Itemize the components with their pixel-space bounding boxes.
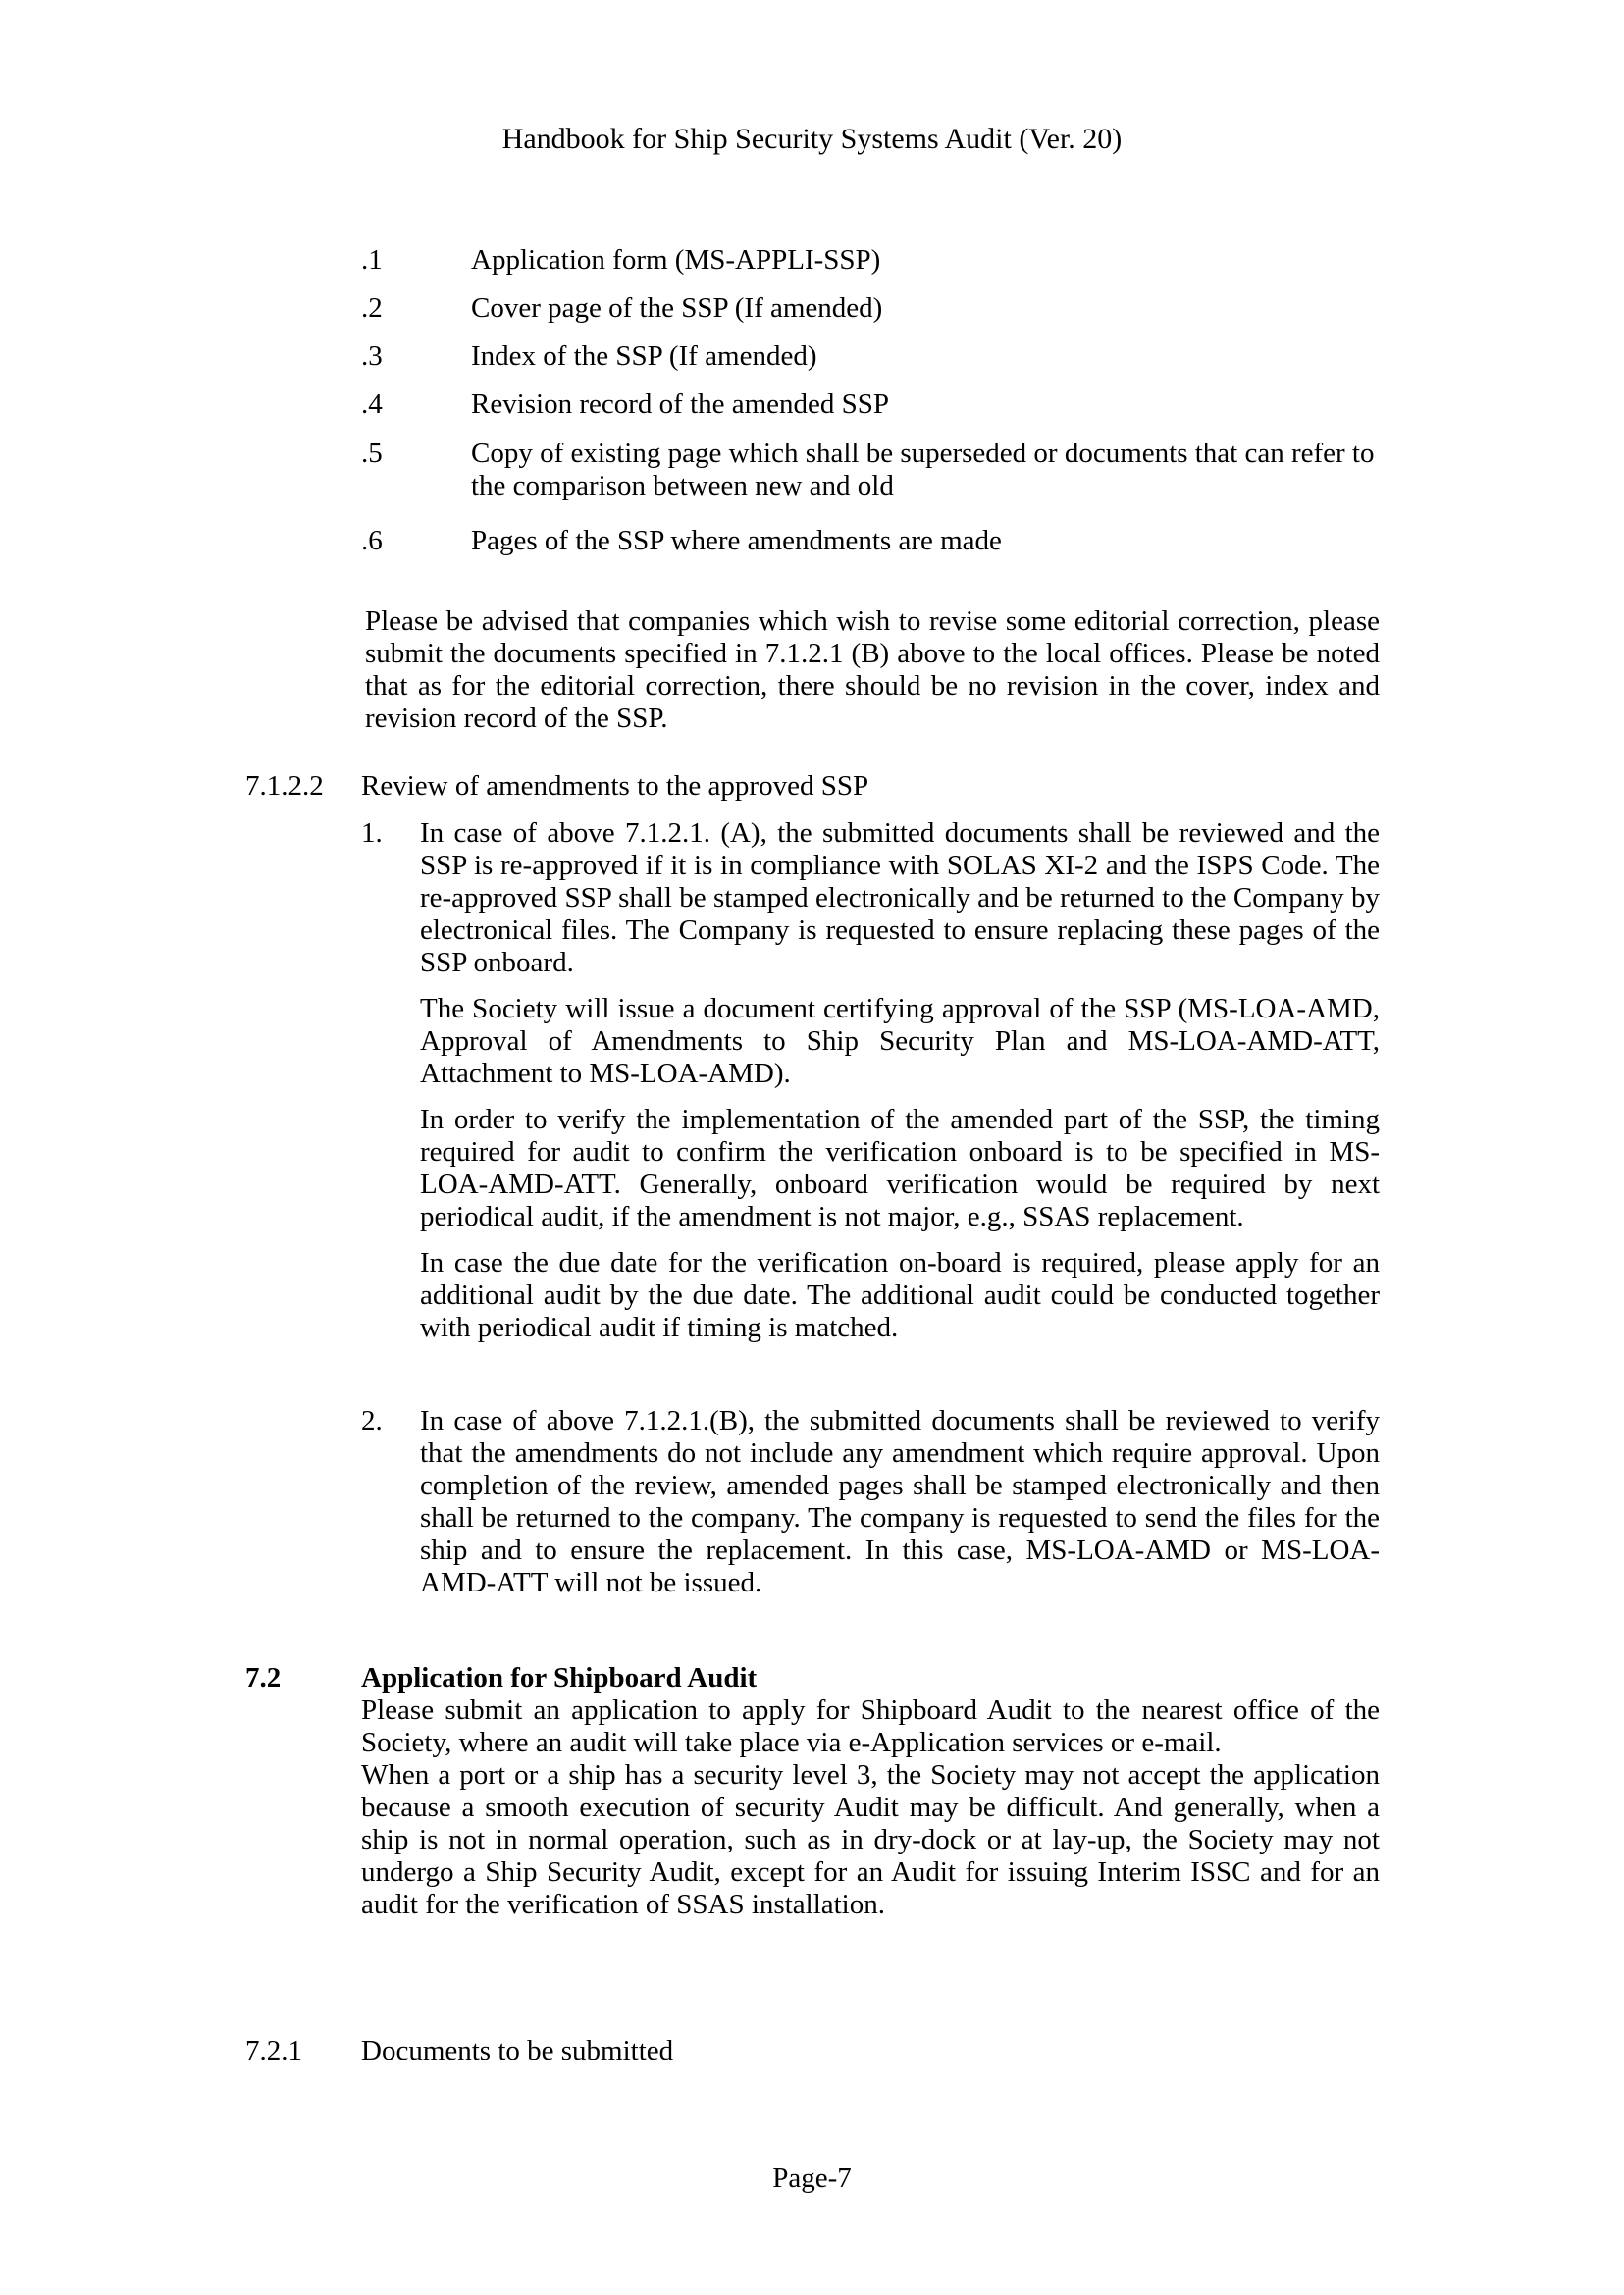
item-body	[420, 817, 1380, 1344]
list-item-number: .3	[361, 340, 383, 372]
list-item-number: .2	[361, 292, 383, 324]
review-item-2	[361, 1405, 1382, 1613]
section-title: Review of amendments to the approved SSP	[361, 770, 869, 802]
section-number: 7.2	[245, 1662, 282, 1694]
item-number: 2.	[361, 1405, 383, 1436]
section-paragraph: Please submit an application to apply for Shipboard Audit to the nearest office of the Society, where an audit will take place via e-Application services or e-mail.	[361, 1695, 1380, 1758]
item-number: 1.	[361, 817, 383, 849]
section-title: Documents to be submitted	[361, 2035, 674, 2066]
item-body	[420, 1405, 1380, 1599]
list-item-number: .1	[361, 244, 383, 276]
item-paragraph: In order to verify the implementation of the amended part of the SSP, the timing required for audit to confirm the verification onboard is to be specified in MS-LOA-AMD-ATT. Generally, onboard verification would be required by next periodical audit, if the amendment is not major, e.g., SSAS replacement.	[420, 1104, 1380, 1232]
list-item	[361, 244, 1382, 277]
section-paragraph: When a port or a ship has a security level 3, the Society may not accept the application because a smooth execution of security Audit may be difficult. And generally, when a ship is not in normal operation, such as in dry-dock or at lay-up, the Society may not undergo a Ship Security Audit, except for an Audit for issuing Interim ISSC and for an audit for the verification of SSAS installation.	[361, 1759, 1380, 1920]
item-paragraph: In case the due date for the verification on-board is required, please apply for an additional audit by the due date. The additional audit could be conducted together with periodical audit if timing is matched.	[420, 1247, 1380, 1343]
list-item-text: Cover page of the SSP (If amended)	[471, 292, 883, 324]
item-paragraph: The Society will issue a document certifying approval of the SSP (MS-LOA-AMD, Approval of Amendments to Ship Security Plan and MS-LOA-AMD-ATT, Attachment to MS-LOA-AMD).	[420, 993, 1380, 1089]
editorial-note	[365, 605, 1380, 735]
list-item-text: Application form (MS-APPLI-SSP)	[471, 244, 881, 276]
list-item	[361, 525, 1382, 557]
list-item-number: .6	[361, 525, 383, 556]
item-paragraph: In case of above 7.1.2.1. (A), the submitted documents shall be reviewed and the SSP is re-approved if it is in compliance with SOLAS XI-2 and the ISPS Code. The re-approved SSP shall be stamped electronically and be returned to the Company by electronical files. The Company is requested to ensure replacing these pages of the SSP onboard.	[420, 817, 1380, 978]
list-item-text: Index of the SSP (If amended)	[471, 340, 817, 372]
section-number: 7.2.1	[245, 2035, 302, 2066]
item-paragraph: In case of above 7.1.2.1.(B), the submitted documents shall be reviewed to verify that the amendments do not include any amendment which require approval. Upon completion of the review, amended pages shall be stamped electronically and then shall be returned to the company. The company is requested to send the files for the ship and to ensure the replacement. In this case, MS-LOA-AMD or MS-LOA-AMD-ATT will not be issued.	[420, 1405, 1380, 1598]
list-item	[361, 292, 1382, 325]
list-item	[361, 389, 1382, 421]
list-item-text: Copy of existing page which shall be superseded or documents that can refer to the comparison between new and old	[471, 438, 1375, 501]
list-item-number: .5	[361, 438, 383, 469]
list-item-number: .4	[361, 389, 383, 420]
section-title: Application for Shipboard Audit	[361, 1662, 758, 1694]
page-number: Page-7	[772, 2163, 852, 2194]
section-7-2-body	[361, 1695, 1380, 1921]
list-item-text: Pages of the SSP where amendments are made	[471, 525, 1002, 556]
list-item	[361, 438, 1382, 502]
list-item	[361, 340, 1382, 373]
editorial-note-text: Please be advised that companies which wish to revise some editorial correction, please submit the documents specified in 7.1.2.1 (B) above to the local offices. Please be noted that as for the editorial correction, there should be no revision in the cover, index and revision record of the SSP.	[365, 605, 1380, 734]
running-header: Handbook for Ship Security Systems Audit (Ver. 20)	[501, 123, 1123, 155]
review-item-1	[361, 817, 1382, 1358]
list-item-text: Revision record of the amended SSP	[471, 389, 890, 420]
section-number: 7.1.2.2	[245, 770, 324, 802]
